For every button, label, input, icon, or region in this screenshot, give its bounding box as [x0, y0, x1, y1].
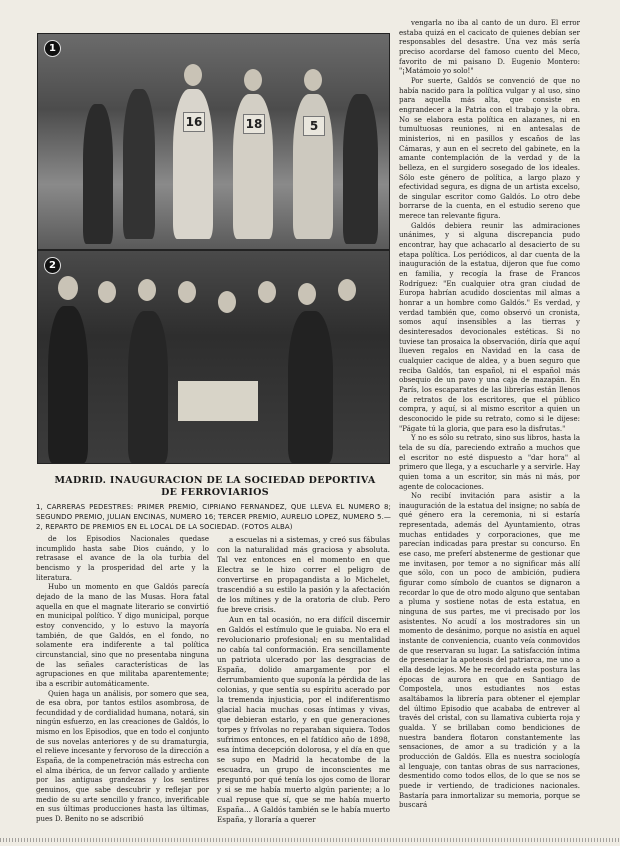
attendee-head	[138, 279, 156, 301]
article-column-middle	[217, 535, 390, 825]
paragraph: Aun en tal ocasión, no era difícil discernir en Galdós el estímulo que le guiaba. No era el revolucionario profesional; en su mentalidad no cabía tal conformación. Era sencillamente un patriota ulcerado por las desgracias de España, dolido amargamente por el derrumbamiento que suponía la pérdida de las colonias, y que sentía su espíritu acerado por la tremenda injusticia, por el indiferentismo glacial hacia muchas cosas íntimas y vivas, que debieran estarlo, y en que generaciones torpes y frívolas no reparaban siquiera. Todos sufrimos entonces, en el fatídico año de 1898, esa íntima decepción dolorosa, y el día en que se supo en Madrid la hecatombe de la escuadra, un grupo de inconscientes me preguntó por qué tenía los ojos como de llorar y si se me había muerto algún pariente; a lo cual repuse que sí, que se me había muerto España... A Galdós también se le había muerto España, y lloraría a querer	[217, 615, 390, 824]
paragraph: No recibí invitación para asistir a la inauguración de la estatua del insigne; no sabía de qué género era la ceremonia, ni si estaría representada, además del Ayuntamiento, otras muchas entidades y corporaciones, que me parecían indicadas para prestar su concurso. En ese caso, me preferí abstenerme de gestionar que me invitasen, por temor a no significar más allí que sólo, con un poco de ambición, pudiera figurar como símbolo de cuantos se dignaron a recordar lo que de otro modo alguno que sentaban a pluma y sostiene notas de esta estatua, en ninguna de sus partes, me vi precisado por los asistentes. No acudí a los mostradores sin un momento de desánimo, porque no asistía en aquel instante de conveniencia, cuanto veía conmovidos de que reservaran su lugar. La satisfacción íntima de presenciar la apoteosis del patriarca, me uno a ella desde lejos. Me he recordado esta postura las épocas de aurora en que en Santiago de Compostela, unos estudiantes nos estas asaltábamos la librería para obtener el ejemplar del último Episodio que acababa de entrever al través del cristal, con su llamativa cubierta roja y gualda. Y se brillaban como bendiciones de nuestra bandera flotaron constantemente las sensaciones, de amor a su tradición y a la producción de Galdós. Ella es nuestra sociología al lenguaje, con tantas obras de sus narraciones, desmentido como todos ellos, de lo que se nos se puede ir vertiendo, de tradiciones nacionales. Bastaría para inmortalizar su memoria, porque se buscará	[399, 492, 580, 810]
trophy-table	[178, 381, 258, 421]
article-column-right	[399, 19, 580, 811]
photo-number-2: 2	[44, 257, 61, 274]
paragraph: de los Episodios Nacionales quedase incumplido hasta sabe Dios cuándo, y lo retrasase el avance de la ola turbia del bencismo y la prosperidad del arte y la literatura.	[36, 535, 209, 582]
spectator-figure	[123, 89, 155, 239]
photo-caption-body: 1, CARRERAS PEDESTRES: PRIMER PREMIO, CIPRIANO FERNANDEZ, QUE LLEVA EL NUMERO 8; SEGUNDO PREMIO, JULIAN ENCINAS, NUMERO 16; TERCER PREMIO, AURELIO LOPEZ, NUMERO 5.—2, REPARTO DE PREMIOS EN EL LOCAL DE LA SOCIEDAD. (FOTOS ALBA)	[36, 503, 391, 531]
runner-head	[304, 69, 322, 91]
paragraph: a escuelas ni a sistemas, y creó sus fábulas con la naturalidad más graciosa y absoluta. Tal vez entonces en el momento en que Electra se le hizo correr el peligro de convertirse en propagandista a lo Michelet, trascendió a su estilo la pasión y la afectación de los mítines y de la oratoria de club. Pero fue breve crisis.	[217, 535, 390, 614]
paragraph: Quien haga un análisis, por somero que sea, de esa obra, por tantos estilos asombrosa, de fecundidad y de cordialidad humana, notará, sin ningún esfuerzo, en las creaciones de Galdós, lo mismo en los Episodios, que en todo el conjunto de sus novelas anteriores y de su dramaturgia, el relieve incesante y fervoroso de la dirección a España, de la compenetración más estrecha con el alma ibérica, de un fervor callado y ardiente por las antiguas grandezas y los sentires genuinos, que sabe descubrir y reflejar por medio de su arte sencillo y franco, inverificable en sus últimas producciones hasta las últimas, pues D. Benito no se adscribió	[36, 689, 209, 824]
paragraph: Por suerte, Galdós se convenció de que no había nacido para la política vulgar y al uso, sino para aquella más alta, que consiste en engrandecer a la Patria con el trabajo y la obra. No se elabora esta política en alazanes, ni en tumultuosas reuniones, ni en antesalas de ministerios, ni en pasillos y escaños de las Cámaras, y aun en el secreto del gabinete, en la amante contemplación de la verdad y de la belleza, en el surgidero sosegado de los ideales. Sólo este género de política, a largo plazo y efectividad segura, es digna de un artista excelso, de singular escritor como Galdós. Lo otro debe borrarse de la cuenta, en el estudio sereno que merece tan relevante figura.	[399, 76, 580, 221]
race-winners-photo	[37, 33, 390, 250]
runner-bib-number: 18	[243, 114, 265, 134]
runner-bib-number: 16	[183, 112, 205, 132]
runner-head	[244, 69, 262, 91]
scan-edge-rule	[0, 838, 620, 842]
attendee-head	[298, 283, 316, 305]
attendee-figure	[48, 306, 88, 463]
photo-caption-title: MADRID. INAUGURACION DE LA SOCIEDAD DEPORTIVA DE FERROVIARIOS	[54, 475, 376, 498]
attendee-figure	[288, 311, 333, 463]
paragraph: vengarla no iba al canto de un duro. El error estaba quizá en el cacicato de quienes debían ser responsables del desastre. Una vez más sería preciso acordarse del famoso cuento del Meco, favorito de mi paisano D. Eugenio Montero: "¡Matámoio yo solo!"	[399, 19, 580, 76]
attendee-head	[338, 279, 356, 301]
attendee-head	[218, 291, 236, 313]
prize-ceremony-photo	[37, 250, 390, 464]
attendee-head	[98, 281, 116, 303]
paragraph: Hubo un momento en que Galdós parecía dejado de la mano de las Musas. Hora fatal aquella en que el magnate literario se convirtió en municipal político. Y digo municipal, porque estoy convencido, y lo estuvo la mayoría también, de que Galdós, en el fondo, no solamente era indiferente a tal política circunstancial, sino que no presentaba ninguna de las señales características de las agrupaciones en que militaba aparentemente; iba a escribir automáticamente.	[36, 583, 209, 688]
attendee-head	[178, 281, 196, 303]
paragraph: Y no es sólo su retrato, sino sus libros, hasta la tela de su día, pareciendo extraño a muchos que el escritor no esté dispuesto a "dar hora" al primero que llega, y a escucharle y a servirle. Hay quien toma a un escritor, sin más ni más, por agente de colocaciones.	[399, 434, 580, 491]
runner-bib-number: 5	[303, 116, 325, 136]
spectator-figure	[83, 104, 113, 244]
runner-head	[184, 64, 202, 86]
paragraph: Galdós debiera reunir las admiraciones unánimes, y si alguna discrepancia pudo encontrar, hay que achacarlo al desacierto de su etapa política. Los periódicos, al dar cuenta de la inauguración de la estatua, dijeron que fue como en familia, y recogía la frase de Francos Rodríguez: "En cualquier otra gran ciudad de Europa habrían acudido doscientas mil almas a honrar a un hombre como Galdós." Es verdad, y verdad también que, como observó un cronista, somos aquí insensibles a las tierras y desinteresados devocionales estéticas. Si no tuviese tan prosaica la observación, diría que aquí llueven regalos en Navidad en la casa de cualquier cacique de aldea, y a buen seguro que reciba Galdós, tan español, ni el español más obsequio de un pavo y una caja de mazapán. En París, los escaparates de las librerías están llenos de retratos de los escritores, que el público compra, y aquí, si al mismo escritor a quien un desconocido le pide su retrato, como si le dijese: "Págate tú la gloria, que para eso la disfrutas."	[399, 221, 580, 433]
attendee-figure	[128, 311, 168, 463]
attendee-head	[58, 276, 78, 300]
article-column-left	[36, 535, 209, 825]
attendee-head	[258, 281, 276, 303]
spectator-figure	[343, 94, 378, 244]
photo-number-1: 1	[44, 40, 61, 57]
